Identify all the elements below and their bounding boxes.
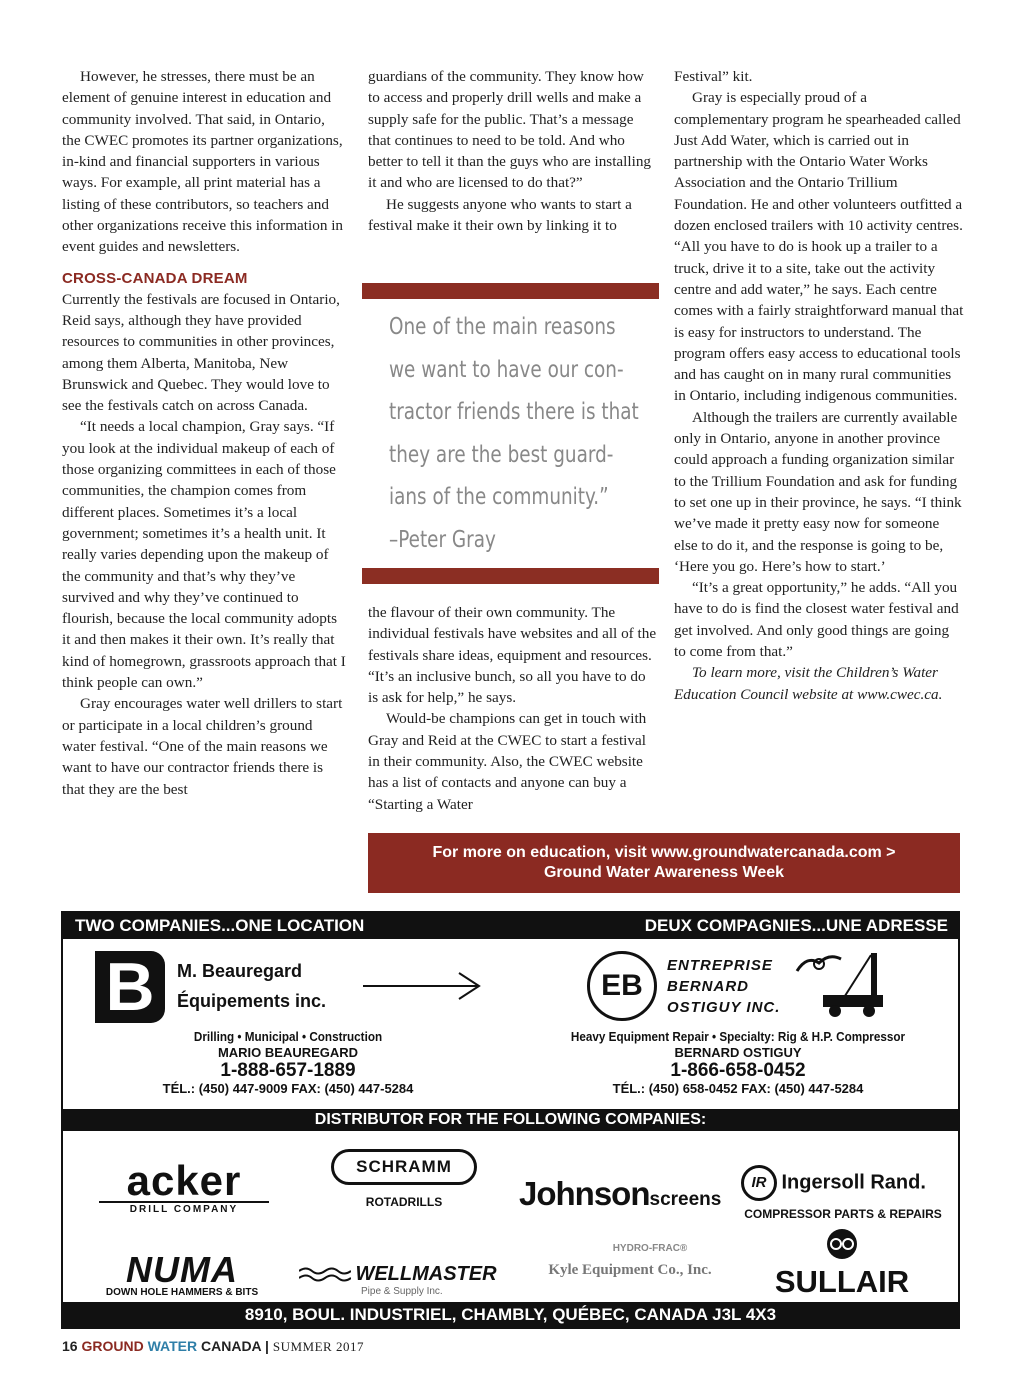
- beauregard-services: Drilling • Municipal • Construction: [193, 1029, 383, 1044]
- pull-quote-attribution: –Peter Gray: [389, 526, 496, 553]
- paragraph: Would-be champions can get in touch with Gray and Reid at the CWEC to start a festival in their community. Also, the CWEC website has a list of contacts and anyone can buy a “Starting a Water: [368, 710, 647, 813]
- wellmaster-subtitle: Pipe & Supply Inc.: [361, 1286, 443, 1297]
- beauregard-details: [153, 1029, 423, 1097]
- ostiguy-logo-letters: EB: [601, 969, 643, 1002]
- johnson-screens-logo: [519, 1175, 729, 1213]
- sullair-wordmark: SULLAIR: [774, 1264, 910, 1299]
- arrow-right-icon: [363, 971, 483, 1001]
- pull-quote-line: tractor friends there is that: [389, 399, 639, 426]
- beauregard-name-2: Équipements inc.: [177, 991, 327, 1011]
- article-column-3: [674, 66, 964, 705]
- beauregard-name-1: M. Beauregard: [177, 961, 303, 981]
- pull-quote-bottom-rule: [362, 568, 659, 584]
- pull-quote-line: we want to have our con-: [389, 356, 624, 383]
- johnson-subtitle: screens: [649, 1189, 722, 1210]
- wellmaster-logo: [299, 1263, 509, 1297]
- ostiguy-logo: [587, 951, 657, 1021]
- paragraph: the flavour of their own community. The individual festivals have websites and all of the festivals share ideas, equipment and resources. “It’s an inclusive bunch, so all you have to do is ask for help,” he says.: [368, 604, 657, 707]
- sullair-logo: [757, 1227, 927, 1298]
- kyle-equipment-logo: [525, 1243, 735, 1279]
- wellmaster-wave-icon: [299, 1266, 351, 1284]
- acker-logo: [99, 1157, 269, 1215]
- pull-quote-line: One of the main reasons: [389, 314, 616, 340]
- pull-quote-top-rule: [362, 283, 659, 299]
- article-column-1: [62, 66, 346, 800]
- numa-logo: [97, 1249, 267, 1298]
- johnson-wordmark: Johnson: [519, 1175, 650, 1212]
- paragraph: Gray is especially proud of a complementary program he spearheaded called Just Add Water, which is carried out in partnership with the Ontario Water Works Association and the Ontario Trillium Foundation. He and other volunteers outfitted a dozen enclosed trailers with 10 activity centres. “All you have to do is hook up a trailer to a truck, drive it to a site, take out the activity centre and add water,” he says. Each centre comes with a fairly straightforward manual that is easy for instructors to understand. The program offers easy access to educational tools and has caught on in many rural communities in Ontario, including indigenous communities.: [674, 89, 964, 405]
- paragraph: He suggests anyone who wants to start a festival make it their own by linking it to: [368, 195, 632, 235]
- paragraph: Festival” kit.: [674, 68, 753, 85]
- pull-quote-line: ians of the community.”: [389, 484, 609, 511]
- ostiguy-name-1: ENTREPRISE: [667, 957, 773, 974]
- ostiguy-services: Heavy Equipment Repair • Specialty: Rig & H.P. Compressor: [570, 1029, 906, 1044]
- ad-header-left: TWO COMPANIES...ONE LOCATION: [75, 916, 365, 935]
- wellmaster-wordmark: WELLMASTER: [355, 1263, 497, 1285]
- sullair-emblem-icon: [822, 1227, 862, 1261]
- ostiguy-tel-fax: TÉL.: (450) 658-0452 FAX: (450) 447-5284: [612, 1081, 864, 1096]
- article-column-2-bottom: [368, 602, 658, 815]
- acker-wordmark: acker: [126, 1157, 242, 1204]
- beauregard-logo-letter: B: [105, 949, 155, 1025]
- drill-rig-icon: [813, 951, 893, 1021]
- banner-line-1: For more on education, visit www.groundwatercanada.com >: [432, 844, 896, 861]
- paragraph: Gray encourages water well drillers to start or participate in a local children’s ground water festival. “One of the main reasons we want to have our contractor friends there is that they are the best: [62, 695, 343, 798]
- footer-separator: |: [265, 1338, 269, 1354]
- schramm-logo: [331, 1149, 477, 1209]
- acker-subtitle: DRILL COMPANY: [99, 1201, 269, 1215]
- page-footer: [62, 1338, 364, 1355]
- ostiguy-name-3: OSTIGUY INC.: [667, 999, 781, 1016]
- ad-header-bar: [63, 913, 958, 939]
- ingersoll-rand-logo: [741, 1165, 945, 1221]
- paragraph: “It needs a local champion, Gray says. “If you look at the individual makeup of each of those organizing committees in each of those communities, the champion comes from different places. Sometimes it’s a local government; sometimes it’s a health unit. It really varies depending upon the makeup of the community and that’s why they’ve survived and why they’ve continued to flourish, because the local community adopts it and then makes it their own. It’s really that kind of homegrown, grassroots approach that I think people can own.”: [62, 418, 346, 692]
- ad-address-bar: 8910, BOUL. INDUSTRIEL, CHAMBLY, QUÉBEC, CANADA J3L 4X3: [63, 1302, 958, 1327]
- beauregard-phone[interactable]: 1-888-657-1889: [220, 1060, 356, 1081]
- closing-note: To learn more, visit the Children’s Water Education Council website at www.cwec.ca.: [674, 664, 943, 703]
- publication-canada: CANADA: [201, 1338, 262, 1354]
- paragraph: Although the trailers are currently available only in Ontario, anyone in another province could approach a funding organization similar to the Trillium Foundation and ask for funding to set one up in their province, he says. “I think we’ve made it pretty easy now for someone else to do it, and the response is going to be, ‘Here you go. Here’s how to start.’: [674, 408, 962, 575]
- numa-subtitle: DOWN HOLE HAMMERS & BITS: [105, 1287, 259, 1298]
- ad-header-right: DEUX COMPAGNIES...UNE ADRESSE: [644, 916, 948, 935]
- ingersoll-subtitle: COMPRESSOR PARTS & REPAIRS: [744, 1207, 942, 1221]
- kyle-hydrofrac: HYDRO-FRAC®: [612, 1243, 688, 1254]
- beauregard-logo: [95, 951, 165, 1023]
- pull-quote-line: they are the best guard-: [389, 441, 614, 468]
- schramm-wordmark: SCHRAMM: [331, 1149, 477, 1185]
- ingersoll-wordmark: Ingersoll Rand.: [781, 1171, 926, 1194]
- issue-season: SUMMER 2017: [272, 1339, 364, 1354]
- beauregard-tel-fax: TÉL.: (450) 447-9009 FAX: (450) 447-5284: [162, 1081, 414, 1096]
- education-banner[interactable]: [368, 833, 960, 893]
- paragraph: guardians of the community. They know how to access and properly drill wells and make a supply safe for the public. That’s a message that continues to need to be told. And who better to tell it than the guys who are installing it and who are licensed to do that?”: [368, 68, 652, 192]
- kyle-wordmark: Kyle Equipment Co., Inc.: [548, 1262, 712, 1278]
- distributor-heading: DISTRIBUTOR FOR THE FOLLOWING COMPANIES:: [63, 1109, 958, 1131]
- publication-water: WATER: [147, 1338, 198, 1354]
- ostiguy-details: [543, 1029, 933, 1097]
- schramm-subtitle: ROTADRILLS: [365, 1195, 443, 1209]
- numa-wordmark: NUMA: [126, 1249, 238, 1290]
- ostiguy-contact: BERNARD OSTIGUY: [674, 1045, 802, 1060]
- advertisement: [61, 911, 960, 1329]
- ostiguy-phone[interactable]: 1-866-658-0452: [670, 1060, 806, 1081]
- beauregard-contact: MARIO BEAUREGARD: [217, 1045, 359, 1060]
- ostiguy-name-2: BERNARD: [667, 978, 749, 995]
- article-column-2-top: [368, 66, 658, 236]
- paragraph: “It’s a great opportunity,” he adds. “All you have to do is find the closest water festival and get involved. And only good things are going to come from that.”: [674, 579, 959, 661]
- section-heading: CROSS-CANADA DREAM: [62, 269, 248, 287]
- ingersoll-mark-icon: IR: [741, 1165, 777, 1201]
- paragraph: However, he stresses, there must be an element of genuine interest in education and community involved. That said, in Ontario, the CWEC promotes its partner organizations, in-kind and financial supporters in various ways. For example, all print material has a listing of these contributors, so teachers and other organizations receive this information in event guides and newsletters.: [62, 68, 344, 256]
- publication-ground: GROUND: [81, 1338, 144, 1354]
- banner-line-2: Ground Water Awareness Week: [543, 864, 785, 881]
- pull-quote: [389, 306, 639, 562]
- page-number: 16: [62, 1338, 78, 1354]
- paragraph: Currently the festivals are focused in Ontario, Reid says, although they have provided resources to communities in other provinces, among them Alberta, Manitoba, New Brunswick and Quebec. They would love to see the festivals catch on across Canada.: [62, 290, 340, 415]
